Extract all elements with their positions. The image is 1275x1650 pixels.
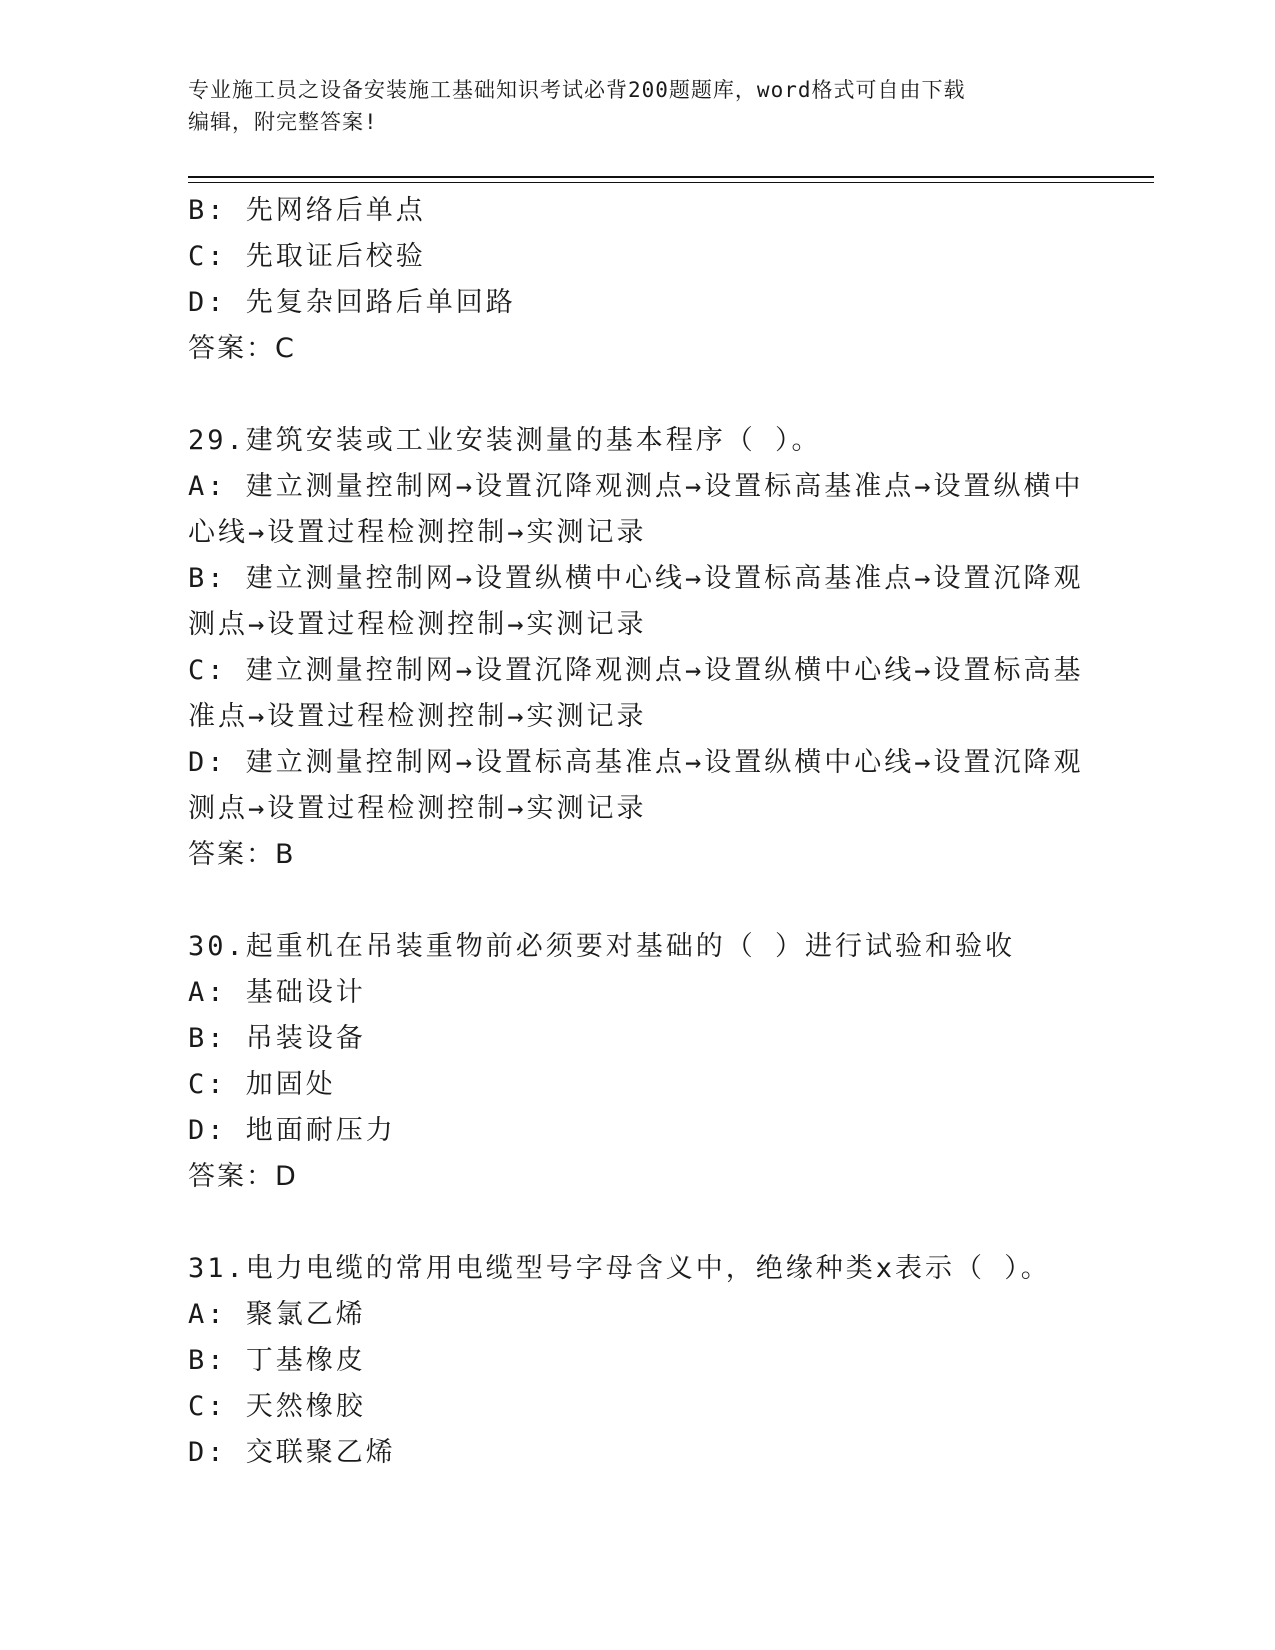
document-header — [188, 74, 1088, 138]
option-c-line-1: C: 建立测量控制网→设置沉降观测点→设置纵横中心线→设置标高基 — [188, 655, 1084, 686]
option-a-line-1: A: 建立测量控制网→设置沉降观测点→设置标高基准点→设置纵横中 — [188, 471, 1084, 502]
question-list — [188, 188, 1088, 1476]
option-d-line-2: 测点→设置过程检测控制→实测记录 — [188, 793, 647, 824]
option-a: A: 聚氯乙烯 — [188, 1299, 366, 1330]
answer: 答案：D — [188, 1161, 298, 1192]
header-title-line-2: 编辑，附完整答案! — [188, 110, 378, 134]
question-stem: 31.电力电缆的常用电缆型号字母含义中，绝缘种类x表示（ ）。 — [188, 1253, 1051, 1284]
header-divider-thin — [188, 182, 1154, 183]
option-d: D: 地面耐压力 — [188, 1115, 396, 1146]
answer: 答案：B — [188, 839, 296, 870]
answer: 答案：C — [188, 333, 296, 364]
question-28-tail — [188, 188, 1088, 372]
option-b: B: 吊装设备 — [188, 1023, 366, 1054]
option-a-line-2: 心线→设置过程检测控制→实测记录 — [188, 517, 647, 548]
option-b-line-2: 测点→设置过程检测控制→实测记录 — [188, 609, 647, 640]
option-c: C: 加固处 — [188, 1069, 336, 1100]
option-a: A: 基础设计 — [188, 977, 366, 1008]
question-30 — [188, 924, 1088, 1200]
spacer — [188, 1200, 1088, 1246]
option-b: B: 先网络后单点 — [188, 195, 426, 226]
question-stem: 30.起重机在吊装重物前必须要对基础的（ ）进行试验和验收 — [188, 931, 1016, 962]
spacer — [188, 878, 1088, 924]
header-title-line-1: 专业施工员之设备安装施工基础知识考试必背200题题库，word格式可自由下载 — [188, 78, 966, 102]
header-divider-thick — [188, 176, 1154, 178]
question-29 — [188, 418, 1088, 878]
option-b: B: 丁基橡皮 — [188, 1345, 366, 1376]
option-d-line-1: D: 建立测量控制网→设置标高基准点→设置纵横中心线→设置沉降观 — [188, 747, 1084, 778]
option-c: C: 天然橡胶 — [188, 1391, 366, 1422]
question-31 — [188, 1246, 1088, 1476]
option-d: D: 交联聚乙烯 — [188, 1437, 396, 1468]
option-b-line-1: B: 建立测量控制网→设置纵横中心线→设置标高基准点→设置沉降观 — [188, 563, 1084, 594]
question-stem: 29.建筑安装或工业安装测量的基本程序（ ）。 — [188, 425, 822, 456]
option-c-line-2: 准点→设置过程检测控制→实测记录 — [188, 701, 647, 732]
option-c: C: 先取证后校验 — [188, 241, 426, 272]
option-d: D: 先复杂回路后单回路 — [188, 287, 516, 318]
spacer — [188, 372, 1088, 418]
